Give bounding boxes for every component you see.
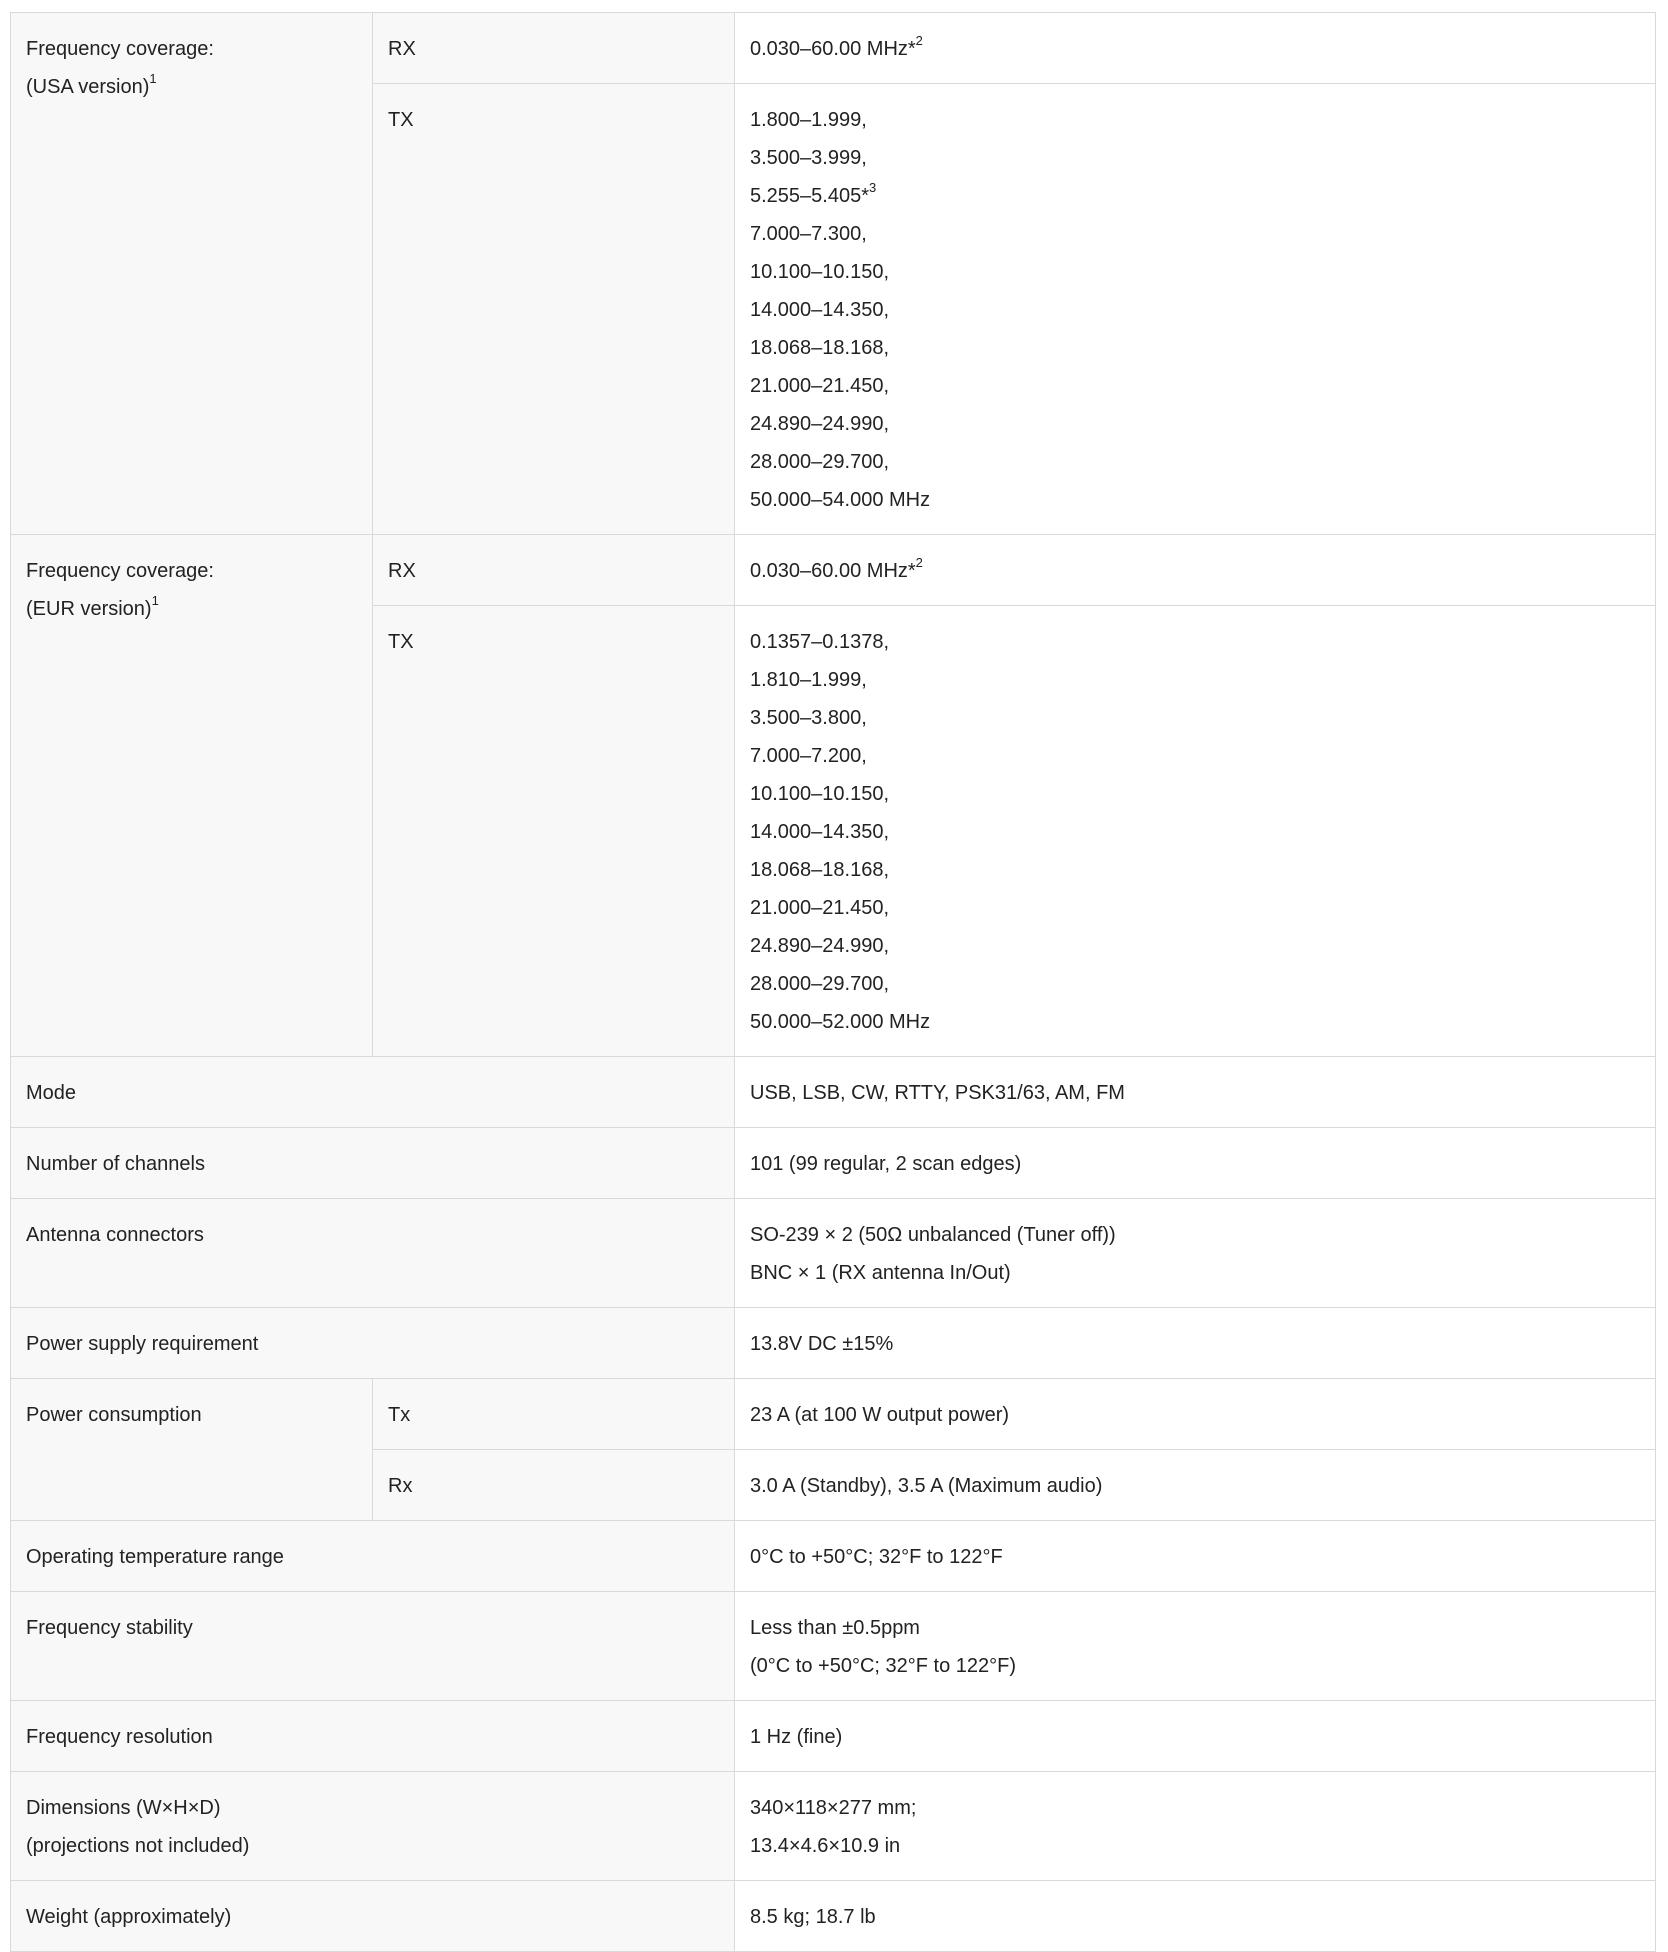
value-resolution: 1 Hz (fine)	[735, 1701, 1656, 1772]
value-power-supply: 13.8V DC ±15%	[735, 1308, 1656, 1379]
sublabel-tx: TX	[373, 606, 735, 1057]
tx-band: 1.800–1.999,	[750, 109, 867, 131]
label-line: Frequency coverage:	[26, 560, 214, 582]
tx-band: 10.100–10.150,	[750, 261, 890, 283]
tx-band	[750, 177, 1640, 215]
tx-band: 10.100–10.150,	[750, 783, 890, 805]
tx-band: 21.000–21.450,	[750, 897, 890, 919]
value-tx-eur	[735, 606, 1656, 1057]
specifications-table	[10, 12, 1656, 1952]
tx-band: 24.890–24.990,	[750, 935, 890, 957]
table-row	[11, 1057, 1656, 1128]
table-row	[11, 1881, 1656, 1952]
value-text: 0.030–60.00 MHz*	[750, 38, 916, 60]
tx-band: 28.000–29.700,	[750, 973, 890, 995]
sublabel-tx: TX	[373, 84, 735, 535]
row-label-channels: Number of channels	[11, 1128, 735, 1199]
table-row	[11, 1128, 1656, 1199]
tx-band: 28.000–29.700,	[750, 451, 890, 473]
row-label-antenna: Antenna connectors	[11, 1199, 735, 1308]
row-label-dimensions	[11, 1772, 735, 1881]
label-line	[26, 68, 357, 106]
label-line	[26, 590, 357, 628]
footnote-marker: 3	[869, 180, 877, 196]
value-antenna	[735, 1199, 1656, 1308]
label-line: (projections not included)	[26, 1835, 250, 1857]
value-line: BNC × 1 (RX antenna In/Out)	[750, 1262, 1011, 1284]
value-rx-usa	[735, 13, 1656, 84]
row-label-frequency-coverage-usa	[11, 13, 373, 535]
tx-band: 21.000–21.450,	[750, 375, 890, 397]
table-row	[11, 1379, 1656, 1450]
value-power-rx: 3.0 A (Standby), 3.5 A (Maximum audio)	[735, 1450, 1656, 1521]
tx-band-text: 5.255–5.405*	[750, 185, 870, 207]
footnote-marker: 1	[149, 71, 157, 87]
row-label-power-supply: Power supply requirement	[11, 1308, 735, 1379]
row-label-weight: Weight (approximately)	[11, 1881, 735, 1952]
tx-band: 50.000–54.000 MHz	[750, 489, 931, 511]
row-label-power-consumption: Power consumption	[11, 1379, 373, 1521]
table-row	[11, 1199, 1656, 1308]
tx-band: 3.500–3.999,	[750, 147, 867, 169]
footnote-marker: 2	[915, 33, 923, 49]
tx-band: 7.000–7.200,	[750, 745, 867, 767]
row-label-mode: Mode	[11, 1057, 735, 1128]
tx-band: 7.000–7.300,	[750, 223, 867, 245]
value-line: (0°C to +50°C; 32°F to 122°F)	[750, 1655, 1016, 1677]
value-tx-usa	[735, 84, 1656, 535]
table-row	[11, 1592, 1656, 1701]
row-label-temperature: Operating temperature range	[11, 1521, 735, 1592]
table-row	[11, 535, 1656, 606]
table-row	[11, 1521, 1656, 1592]
value-rx-eur	[735, 535, 1656, 606]
tx-band: 18.068–18.168,	[750, 337, 890, 359]
sublabel-tx: Tx	[373, 1379, 735, 1450]
label-line: Frequency coverage:	[26, 38, 214, 60]
table-row	[11, 1308, 1656, 1379]
tx-band: 50.000–52.000 MHz	[750, 1011, 931, 1033]
table-row	[11, 1701, 1656, 1772]
footnote-marker: 2	[915, 555, 923, 571]
label-text: (EUR version)	[26, 598, 152, 620]
value-temperature: 0°C to +50°C; 32°F to 122°F	[735, 1521, 1656, 1592]
row-label-stability: Frequency stability	[11, 1592, 735, 1701]
value-mode: USB, LSB, CW, RTTY, PSK31/63, AM, FM	[735, 1057, 1656, 1128]
value-power-tx: 23 A (at 100 W output power)	[735, 1379, 1656, 1450]
value-line: 340×118×277 mm;	[750, 1797, 917, 1819]
footnote-marker: 1	[151, 593, 159, 609]
value-weight: 8.5 kg; 18.7 lb	[735, 1881, 1656, 1952]
row-label-resolution: Frequency resolution	[11, 1701, 735, 1772]
tx-band: 3.500–3.800,	[750, 707, 867, 729]
row-label-frequency-coverage-eur	[11, 535, 373, 1057]
tx-band: 14.000–14.350,	[750, 821, 890, 843]
label-text: (USA version)	[26, 76, 150, 98]
value-channels: 101 (99 regular, 2 scan edges)	[735, 1128, 1656, 1199]
tx-band: 18.068–18.168,	[750, 859, 890, 881]
sublabel-rx: Rx	[373, 1450, 735, 1521]
tx-band: 0.1357–0.1378,	[750, 631, 890, 653]
sublabel-rx: RX	[373, 535, 735, 606]
value-stability	[735, 1592, 1656, 1701]
value-line: 13.4×4.6×10.9 in	[750, 1835, 901, 1857]
value-line: Less than ±0.5ppm	[750, 1617, 920, 1639]
table-row	[11, 1772, 1656, 1881]
value-dimensions	[735, 1772, 1656, 1881]
tx-band: 1.810–1.999,	[750, 669, 867, 691]
value-text: 0.030–60.00 MHz*	[750, 560, 916, 582]
table-row	[11, 13, 1656, 84]
tx-band: 14.000–14.350,	[750, 299, 890, 321]
tx-band: 24.890–24.990,	[750, 413, 890, 435]
value-line: SO-239 × 2 (50Ω unbalanced (Tuner off))	[750, 1224, 1116, 1246]
sublabel-rx: RX	[373, 13, 735, 84]
label-line: Dimensions (W×H×D)	[26, 1797, 221, 1819]
